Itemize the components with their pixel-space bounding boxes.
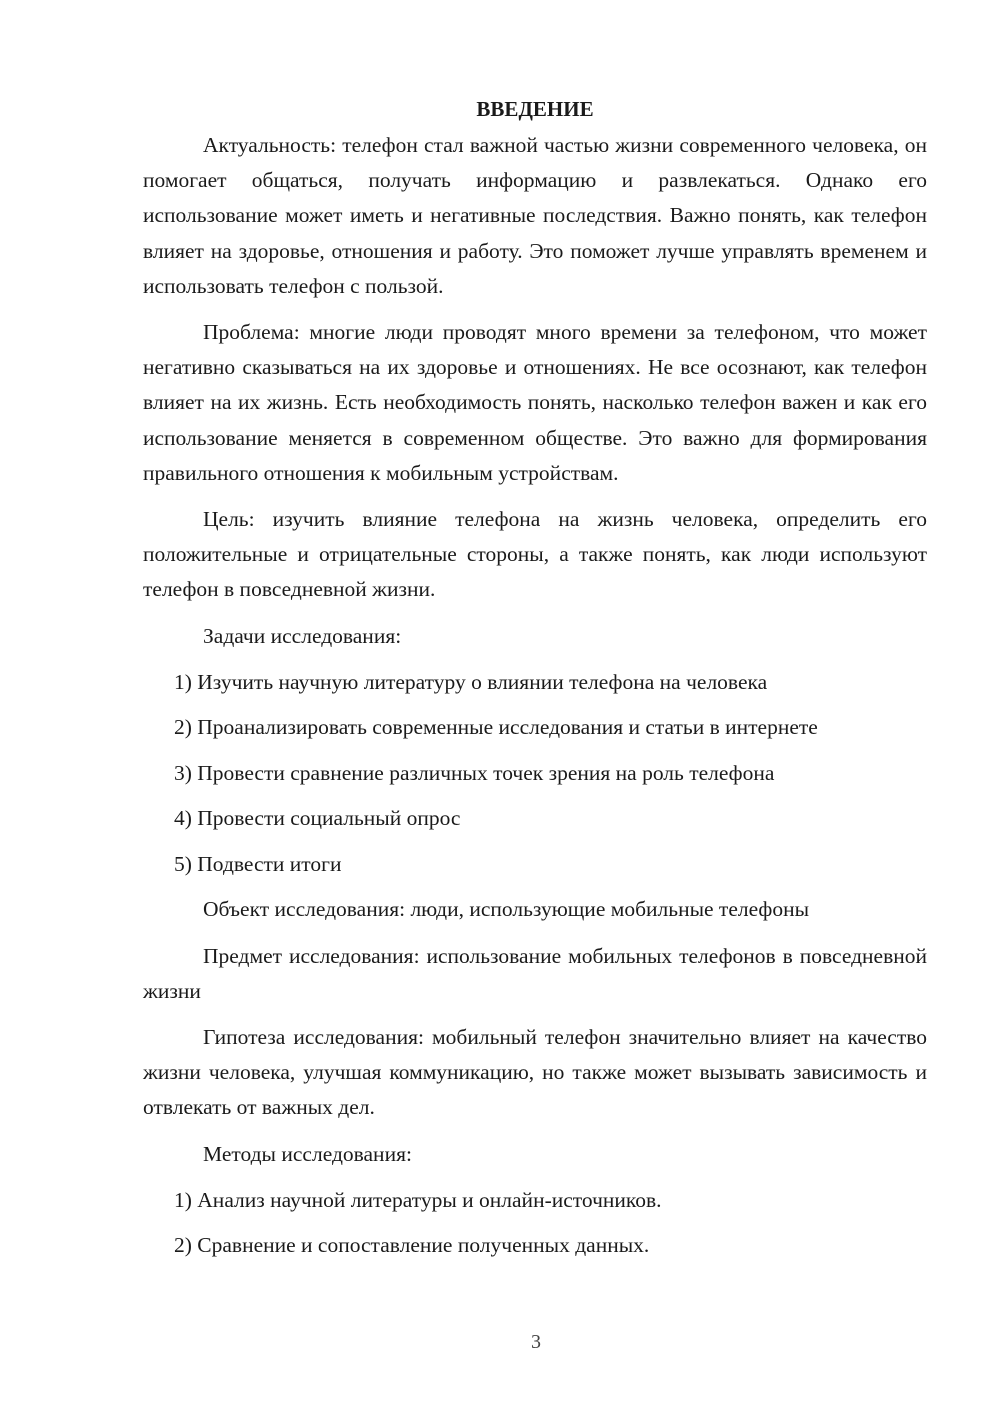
goal-paragraph: Цель: изучить влияние телефона на жизнь человека, определить его положительные и отрицательные стороны, а также понять, как люди используют телефон в повседневной жизни. — [143, 507, 927, 602]
list-item: 2) Сравнение и сопоставление полученных данных. — [174, 1233, 650, 1258]
list-item: 3) Провести сравнение различных точек зрения на роль телефона — [174, 760, 775, 785]
document-page — [143, 92, 927, 1274]
tasks-heading: Задачи исследования: — [203, 623, 402, 648]
actuality-paragraph: Актуальность: телефон стал важной частью жизни современного человека, он помогает общаться, получать информацию и развлекаться. Однако его использование может иметь и негативные последствия. Важно понять, как телефон влияет на здоровье, отношения и работу. Это поможет лучше управлять временем и использовать телефон с пользой. — [143, 133, 927, 298]
methods-heading: Методы исследования: — [203, 1141, 412, 1166]
methods-list — [143, 1183, 927, 1264]
section-title: ВВЕДЕНИЕ — [476, 97, 594, 121]
hypothesis-paragraph: Гипотеза исследования: мобильный телефон значительно влияет на качество жизни человека, улучшая коммуникацию, но также может вызывать зависимость и отвлекать от важных дел. — [143, 1024, 927, 1120]
problem-paragraph: Проблема: многие люди проводят много времени за телефоном, что может негативно сказываться на их здоровье и отношениях. Не все осознают, как телефон влияет на их жизнь. Есть необходимость понять, насколько телефон важен и как его использование меняется в современном обществе. Это важно для формирования правильного отношения к мобильным устройствам. — [143, 320, 927, 485]
list-item: 5) Подвести итоги — [174, 851, 342, 876]
list-item: 1) Анализ научной литературы и онлайн-источников. — [174, 1187, 662, 1212]
tasks-list — [143, 665, 927, 882]
subject-paragraph: Предмет исследования: использование мобильных телефонов в повседневной жизни — [143, 943, 927, 1003]
list-item: 2) Проанализировать современные исследования и статьи в интернете — [174, 715, 818, 740]
list-item: 4) Провести социальный опрос — [174, 806, 461, 831]
page-number: 3 — [531, 1331, 541, 1353]
list-item: 1) Изучить научную литературу о влиянии телефона на человека — [174, 669, 768, 694]
object-paragraph: Объект исследования: люди, использующие мобильные телефоны — [203, 897, 810, 922]
